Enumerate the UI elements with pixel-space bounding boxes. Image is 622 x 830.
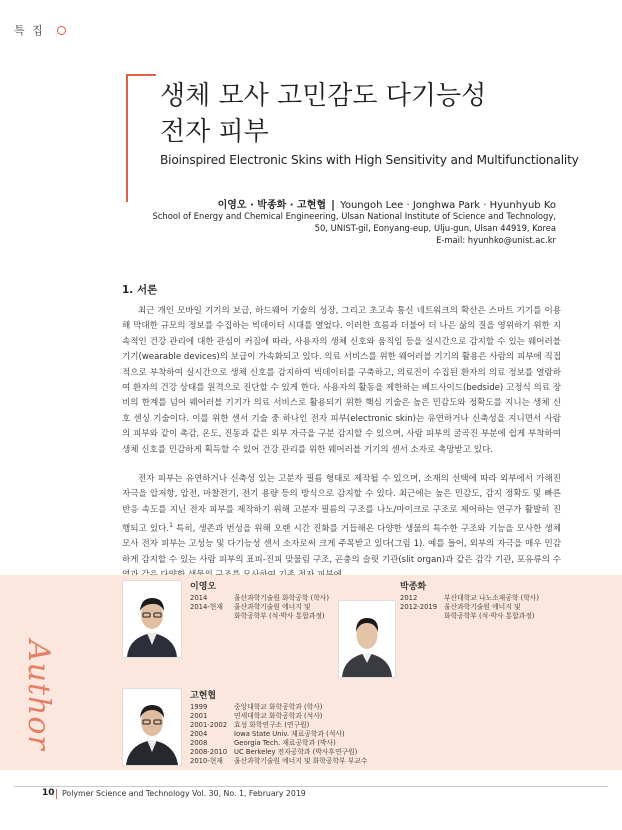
author-photo-1 — [122, 580, 182, 658]
author-label: Author — [21, 640, 56, 751]
career-row: 2010-현재 울산과학기술원 에너지 및 화학공학부 부교수 — [190, 757, 368, 765]
career-row: 2014-현재 울산과학기술원 에너지 및 — [190, 603, 311, 611]
title-line-1: 생체 모사 고민감도 다기능성 — [160, 81, 487, 111]
footer-separator — [56, 789, 57, 799]
author-career-1 — [190, 594, 329, 621]
career-row: 2012-2019 울산과학기술원 에너지 및 — [400, 603, 521, 611]
career-row: 2012 부산대학교 나노소재공학 (학사) — [400, 594, 539, 602]
career-row: 2008-2010 UC Berkeley 전자공학과 (박사후연구원) — [190, 748, 358, 756]
career-row: 화학공학부 (석·박사 통합과정) — [444, 612, 535, 620]
affiliation-line-2: 50, UNIST-gil, Eonyang-eup, Ulju-gun, Ulsan 44919, Korea — [314, 223, 556, 233]
author-photo-2 — [338, 600, 396, 678]
body-paragraph-2a: 전자 피부는 유연하거나 신축성 있는 고분자 필름 형태로 제작될 수 있으며, 소재의 선택에 따라 외부에서 가해진 자극을 압저항, 압전, 마찰전기, 전기 용량 등의 방식으로 감지할 수 있다. 최근에는 높은 민감도, 감지 정확도 및 빠른 반응 속도를 지닌 전자 피부를 제작하기 위해 고분자 필름의 구조를 나노/마이크로 구조로 제어하는 연구가 활발히 진행되고 있다. — [122, 474, 561, 535]
author-line — [218, 196, 556, 211]
authors-korean: 이영오 · 박종화 · 고현협 — [217, 200, 327, 211]
title-bracket-left — [126, 74, 128, 202]
footer-divider — [14, 786, 608, 787]
author-name-1: 이영오 — [190, 582, 217, 592]
person-icon — [123, 581, 181, 657]
career-row: 2001-2002 효성 화학연구소 (연구원) — [190, 721, 310, 729]
person-icon — [123, 689, 181, 765]
author-separator: | — [331, 198, 336, 211]
affiliation-email: E-mail: hyunhko@unist.ac.kr — [436, 235, 556, 245]
affiliation-line-1: School of Energy and Chemical Engineering, Ulsan National Institute of Science and Technology, — [152, 211, 556, 221]
journal-info: Polymer Science and Technology Vol. 30, No. 1, February 2019 — [62, 789, 306, 798]
section-heading: 1. 서론 — [122, 284, 158, 296]
body-paragraph-2b: 특히, 생존과 번성을 위해 오랜 시간 진화를 거듭해온 다양한 생물의 특수한 구조와 기능을 모사한 생체 모사 전자 피부는 고성능 및 다기능성 센서 소자로써 크게 주목받고 있다(그림 1). 예를 들어, 외부의 자극을 매우 민감하게 감지할 수 있는 사람 피부의 표피-진피 맞물림 구조, 곤충의 슬릿 기관(slit organ)과 같은 감각 기관, 포유류의 수 — [122, 524, 561, 565]
article-title — [160, 78, 590, 150]
career-row: 2014 울산과학기술원 화학공학 (학사) — [190, 594, 329, 602]
author-career-3 — [190, 703, 367, 766]
author-name-2: 박종화 — [400, 582, 427, 592]
circle-icon — [57, 26, 66, 35]
career-row: 2001 연세대학교 화학공학과 (석사) — [190, 712, 323, 720]
section-tag: 특 집 — [14, 24, 45, 37]
career-row: 화학공학부 (석·박사 통합과정) — [234, 612, 325, 620]
author-career-2 — [400, 594, 539, 621]
author-photo-3 — [122, 688, 182, 766]
article-subtitle: Bioinspired Electronic Skins with High Sensitivity and Multifunctionality — [160, 153, 579, 167]
affiliation — [136, 210, 556, 246]
career-row: 2004 Iowa State Univ. 재료공학과 (석사) — [190, 730, 345, 738]
career-row: 1999 중앙대학교 화학공학과 (학사) — [190, 703, 323, 711]
career-row: 2008 Georgia Tech. 재료공학과 (박사) — [190, 739, 336, 747]
person-icon — [339, 601, 395, 677]
footnote-ref: 1 — [169, 522, 173, 530]
title-bracket-top — [126, 74, 156, 76]
page-number: 10 — [42, 788, 55, 798]
author-name-3: 고현협 — [190, 691, 217, 701]
authors-english: Youngoh Lee · Jonghwa Park · Hyunhyub Ko — [340, 200, 556, 211]
title-line-2: 전자 피부 — [160, 117, 269, 147]
body-paragraph-2 — [122, 472, 561, 584]
body-paragraph-1: 최근 개인 모바일 기기의 보급, 하드웨어 기술의 성장, 그리고 초고속 통신 네트워크의 확산은 스마트 기기를 이용해 막대한 규모의 정보를 수집하는 빅데이터 시대를 열었다. 이러한 흐름과 더불어 더 나은 삶의 질을 영위하기 위한 지속적인 건강 관리에 대한 관심이 커짐에 따라, 사용자의 생체 신호와 움직임 등을 실시간으로 감지할 수 있는 웨어러블 기기(wearable devices)의 보급이 가속화되고 있다. 의료 서비스를 위한 웨어러블 기기의 활용은 사람의 피부에 직접적으로 부착하여 실시간으로 생체 신호를 감지하여 빅데이터를 구축하고, 의료진이 수집된 환자의 의료 정보를 열람하여 환자의 건강 상태를 원격으로 진단할 수 있게 한다. 사용자의 활동을 제한하는 베드사이드(bedside) 고정식 의료 장비의 한계를 넘어 웨어러블 기기가 의료 서비스로 활용되기 위한 핵심 기술은 높은 민감도와 정확도를 지니는 생체 신호 센싱 기술이다. 이를 위한 센서 기술 중 하나인 전자 피부(electronic skin)는 유연하거나 신축성을 지니면서 사람의 피부와 같이 촉감, 온도, 진동과 같은 외부 자극을 구분 감지할 수 있으며, 사람 피부의 굴곡진 부분에 쉽게 부착하여 생체 신호를 민감하게 획득할 수 있어 건강 관리를 위한 웨어러블 기기의 센서 소자로 촉망받고 있다. — [122, 306, 562, 455]
